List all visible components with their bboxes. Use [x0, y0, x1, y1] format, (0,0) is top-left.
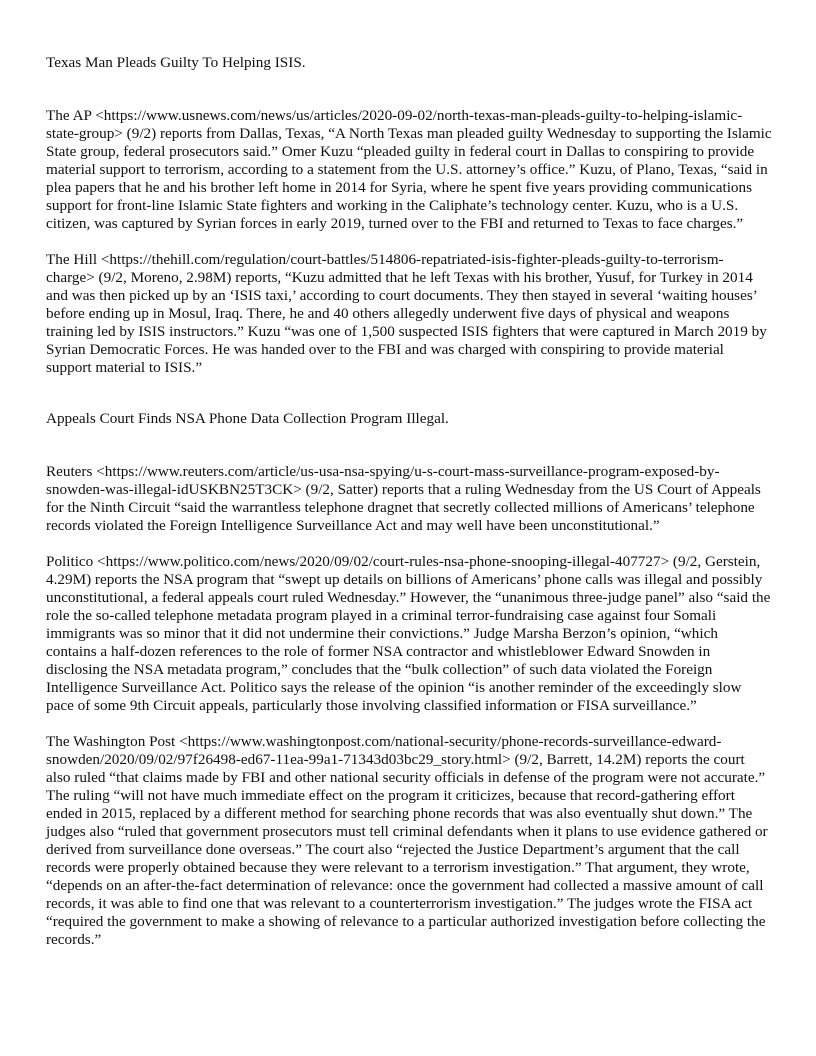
paragraph-hill-report: The Hill <https://thehill.com/regulation/court-battles/514806-repatriated-isis-fighter-pleads-guilty-to-terrorism-charge> (9/2, Moreno, 2.98M) reports, “Kuzu admitted that he left Texas with his brother, Yusuf, for Turkey in 2014 and was then picked up by an ‘ISIS taxi,’ according to court documents. They then stayed in several ‘waiting houses’ before ending up in Mosul, Iraq. There, he and 40 others allegedly underwent five days of physical and weapons training led by ISIS instructors.” Kuzu “was one of 1,500 suspected ISIS fighters that were captured in March 2019 by Syrian Democratic Forces. He was handed over to the FBI and was charged with conspiring to provide material support material to ISIS.” [46, 251, 767, 376]
headline-nsa-ruling: Appeals Court Finds NSA Phone Data Collection Program Illegal. [46, 410, 449, 427]
paragraph-politico-report: Politico <https://www.politico.com/news/2020/09/02/court-rules-nsa-phone-snooping-illegal-407727> (9/2, Gerstein, 4.29M) reports the NSA program that “swept up details on billions of Americans’ phone calls was illegal and possibly unconstitutional, a federal appeals court ruled Wednesday.” However, the “unanimous three-judge panel” also “said the role the so-called telephone metadata program played in a criminal terror-fundraising case against four Somali immigrants was so minor that it did not undermine their convictions.” Judge Marsha Berzon’s opinion, “which contains a half-dozen references to the role of former NSA contractor and whistleblower Edward Snowden in disclosing the NSA metadata program,” concludes that the “bulk collection” of such data violated the Foreign Intelligence Surveillance Act. Politico says the release of the opinion “is another reminder of the exceedingly slow pace of some 9th Circuit appeals, particularly those involving classified information or FISA surveillance.” [46, 553, 771, 714]
spacer [46, 715, 772, 733]
spacer [46, 377, 772, 410]
paragraph-washington-post-report: The Washington Post <https://www.washingtonpost.com/national-security/phone-records-surveillance-edward-snowden/2020/09/02/97f26498-ed67-11ea-99a1-71343d03bc29_story.html> (9/2, Barrett, 14.2M) reports the court also ruled “that claims made by FBI and other national security officials in defense of the program were not accurate.” The ruling “will not have much immediate effect on the program it criticizes, because that record-gathering effort ended in 2015, replaced by a different method for searching phone records that was also eventually shut down.” The judges also “ruled that government prosecutors must tell criminal defendants when it plans to use evidence gathered or derived from surveillance done overseas.” The court also “rejected the Justice Department’s argument that the call records were properly obtained because they were relevant to a terrorism investigation.” That argument, they wrote, “depends on an after-the-fact determination of relevance: once the government had collected a massive amount of call records, it was able to find one that was relevant to a counterterrorism investigation.” The judges wrote the FISA act “required the government to make a showing of relevance to a particular authorized investigation before collecting the records.” [46, 733, 768, 948]
document-page [46, 54, 772, 949]
spacer [46, 72, 772, 107]
paragraph-ap-report: The AP <https://www.usnews.com/news/us/articles/2020-09-02/north-texas-man-pleads-guilty-to-helping-islamic-state-group> (9/2) reports from Dallas, Texas, “A North Texas man pleaded guilty Wednesday to supporting the Islamic State group, federal prosecutors said.” Omer Kuzu “pleaded guilty in federal court in Dallas to conspiring to provide material support to terrorism, according to a statement from the U.S. attorney’s office.” Kuzu, of Plano, Texas, “said in plea papers that he and his brother left home in 2014 for Syria, where he spent five years providing communications support for front-line Islamic State fighters and working in the Caliphate’s technology center. Kuzu, who is a U.S. citizen, was captured by Syrian forces in early 2019, turned over to the FBI and returned to Texas to face charges.” [46, 107, 772, 232]
paragraph-reuters-report: Reuters <https://www.reuters.com/article/us-usa-nsa-spying/u-s-court-mass-surveillance-program-exposed-by-snowden-was-illegal-idUSKBN25T3CK> (9/2, Satter) reports that a ruling Wednesday from the US Court of Appeals for the Ninth Circuit “said the warrantless telephone dragnet that secretly collected millions of Americans’ telephone records violated the Foreign Intelligence Surveillance Act and may well have been unconstitutional.” [46, 463, 761, 534]
spacer [46, 233, 772, 251]
headline-texas-isis: Texas Man Pleads Guilty To Helping ISIS. [46, 54, 306, 71]
spacer [46, 428, 772, 463]
spacer [46, 535, 772, 553]
